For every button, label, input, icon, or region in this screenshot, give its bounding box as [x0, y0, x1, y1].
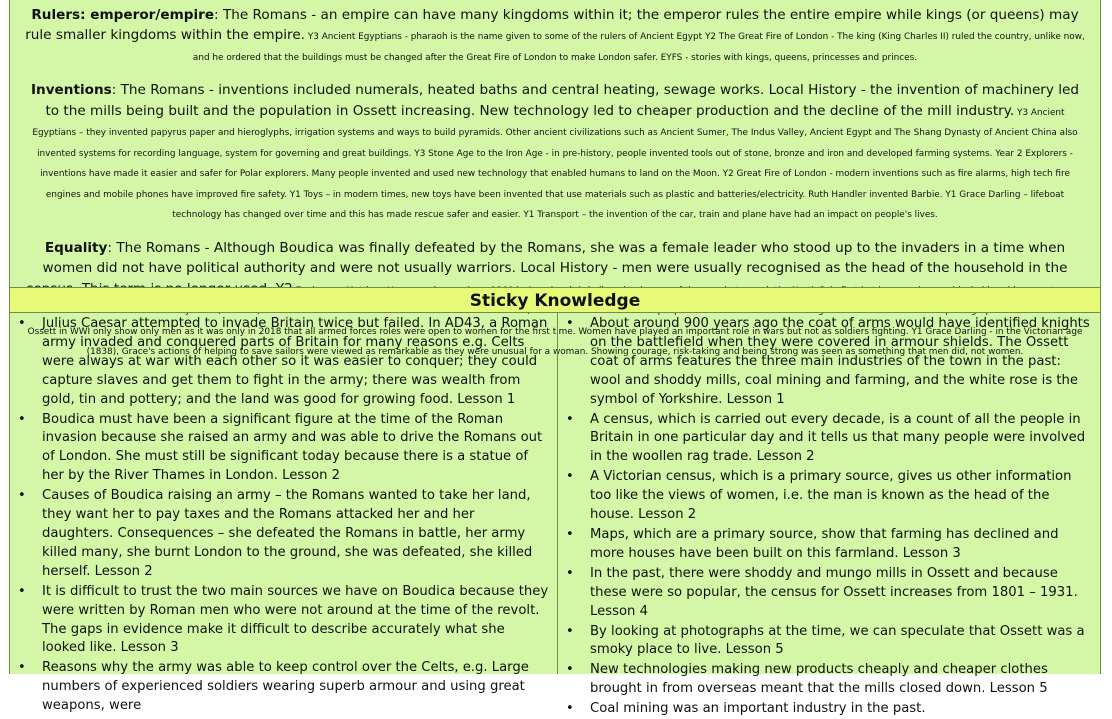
list-item	[18, 411, 549, 487]
list-item	[566, 315, 1092, 410]
bullet-icon: •	[566, 411, 574, 427]
list-item-text: New technologies making new products cheaply and cheaper clothes brought in from overseas meant that the mills closed down. Lesson 5	[590, 662, 1048, 697]
list-item	[566, 623, 1092, 661]
inventions-label: Inventions	[30, 82, 112, 99]
list-item-text: In the past, there were shoddy and mungo mills in Ossett and because these were so popular, the census for Ossett increases from 1801 – 1931. Lesson 4	[590, 565, 1078, 619]
bullet-icon: •	[566, 701, 574, 717]
sticky-knowledge-columns	[10, 313, 1100, 717]
list-item	[566, 411, 1092, 468]
bullet-icon: •	[18, 583, 26, 599]
list-item	[566, 700, 1092, 719]
left-column	[10, 313, 558, 714]
bullet-icon: •	[18, 660, 26, 676]
equality-main-text: : The Romans - Although Boudica was finally defeated by the Romans, she was a female leader who stood up to the invaders in a time when women did not have political authority and were not usually warriors. Local History - men were usually recognised as the head of the household in the	[42, 239, 1068, 277]
right-bullet-list	[558, 315, 1092, 719]
list-item-text: Reasons why the army was able to keep control over the Celts, e.g. Large numbers of experienced soldiers wearing superb armour and using great weapons, were	[42, 660, 529, 714]
bullet-icon: •	[18, 316, 26, 331]
bullet-icon: •	[566, 469, 574, 485]
bullet-icon: •	[566, 662, 574, 678]
right-column	[558, 313, 1100, 717]
rulers-label: Rulers: emperor/empire	[31, 7, 215, 23]
rulers-paragraph	[24, 4, 1086, 65]
inventions-paragraph	[24, 79, 1086, 222]
left-bullet-list	[10, 315, 549, 716]
list-item	[566, 565, 1092, 622]
sticky-knowledge-heading: Sticky Knowledge	[10, 287, 1100, 313]
rulers-detail-text: Y3 Ancient Egyptians - pharaoh is the name given to some of the rulers of Ancient Egypt Y2 The Great Fire of London - The king (King Charles II) ruled the country, unlike now, and he ordered that the buildings must be changed after the Great Fire of London to make London safer. EYFS - stories with kings, queens, princesses and princes.	[192, 32, 1085, 63]
list-item-text: A census, which is carried out every decade, is a count of all the people in Britain in one particular day and it tells us that many people were involved in the woollen rag trade. Lesson 2	[590, 411, 1086, 465]
bullet-icon: •	[566, 526, 574, 542]
inventions-main-text: : The Romans - inventions included numerals, heated baths and central heating, sewage works. Local History - the invention of machinery led to the mills being built and the population in Ossett increasing. New technology led to cheaper production and the decline of the mill industry.	[45, 82, 1080, 119]
bullet-icon: •	[566, 316, 574, 331]
list-item	[18, 487, 549, 582]
bullet-icon: •	[18, 411, 26, 427]
knowledge-organiser	[9, 0, 1101, 717]
bullet-icon: •	[566, 623, 574, 639]
list-item-text: It is difficult to trust the two main sources we have on Boudica because they were written by Roman men who were not around at the time of the revolt. The gaps in evidence make it difficult to describe accurately what she looked like. Lesson 3	[42, 583, 549, 656]
list-item-text: About around 900 years ago the coat of arms would have identified knights on the battlefield when they were covered in armour shields. The Ossett coat of arms features the three main industries of the town in the past: wool and shoddy mills, coal mining and farming, and the white rose is the symbol of Yorkshire. Lesson 1	[590, 316, 1090, 407]
list-item	[18, 659, 549, 716]
bullet-icon: •	[566, 565, 574, 581]
rulers-main-text: : The Romans - an empire can have many kingdoms within it; the emperor rules the entire empire while kings (or queens) may rule smaller kingdoms within the empire.	[25, 7, 1079, 44]
list-item-text: Coal mining was an important industry in the past.	[590, 701, 926, 717]
list-item-text: Julius Caesar attempted to invade Britain twice but failed. In AD43, a Roman army invaded and conquered parts of Britain for many reasons e.g. Celts were always at war with each other so it was easier to conquer; they could capture slaves and get them to fight in the army; there was wealth from gold, tin and pottery; and the land was good for growing food. Lesson 1	[42, 316, 548, 407]
equality-label: Equality	[44, 239, 108, 256]
list-item	[566, 468, 1092, 525]
inventions-detail-text: Y3 Ancient Egyptians – they invented papyrus paper and hieroglyphs, irrigation systems and ways to build pyramids. Other ancient civilizations such as Ancient Sumer, The Indus Valley, Ancient Egypt and The Shang Dynasty of Ancient China also invented systems for recording language, system for governing and great buildings. Y3 Stone Age to the Iron Age - in pre-history, people invented tools out of stone, bronze and iron and developed farming systems. Year 2 Explorers - inventions have made it easier and safer for Polar explorers. Many people invented and used new technology that enabled humans to land on the Moon. Y2 Great Fire of London - modern inventions such as fire alarms, high tech fire engines and mobile phones have improved fire safety. Y1 Toys – in modern times, new toys have been invented that use materials such as plastic and batteries/electricity. Ruth Handler invented Barbie. Y1 Grace Darling – lifeboat technology has changed over time and this has made rescue safer and easier. Y1 Transport – the invention of the car, train and plane have had an impact on people's lives.	[32, 107, 1078, 221]
bullet-icon: •	[18, 488, 26, 504]
list-item	[18, 583, 549, 659]
equality-detail-text: Ossett in WWI only show only men as it was only in 2018 that all armed forces roles were open to women for the first time. Women have played an important role in wars but not as soldiers fighting. Y1 Grace Darling - in the Victorian age (1838), Grace's actions of helping to save sailors were viewed as remarkable as they were unusual for a woman. Showing courage, risk-taking and being strong was seen as something that men did, not women.	[27, 326, 1083, 358]
list-item-text: By looking at photographs at the time, we can speculate that Ossett was a smoky place to live. Lesson 5	[590, 623, 1085, 658]
list-item-text: Maps, which are a primary source, show that farming has declined and more houses have been built on this farmland. Lesson 3	[590, 526, 1059, 561]
list-item-text: Boudica must have been a significant figure at the time of the Roman invasion because she raised an army and was able to drive the Romans out of London. She must still be significant today because there is a statue of her by the River Thames in London. Lesson 2	[42, 411, 543, 484]
list-item	[566, 526, 1092, 564]
list-item	[566, 661, 1092, 699]
list-item-text: A Victorian census, which is a primary source, gives us other information too like the views of women, i.e. the man is known as the head of the house. Lesson 2	[590, 469, 1072, 523]
list-item	[18, 315, 549, 410]
list-item-text: Causes of Boudica raising an army – the Romans wanted to take her land, they want her to pay taxes and the Romans attacked her and her daughters. Consequences – she defeated the Romans in battle, her army killed many, she burnt London to the ground, she was defeated, she killed herself. Lesson 2	[42, 488, 533, 579]
